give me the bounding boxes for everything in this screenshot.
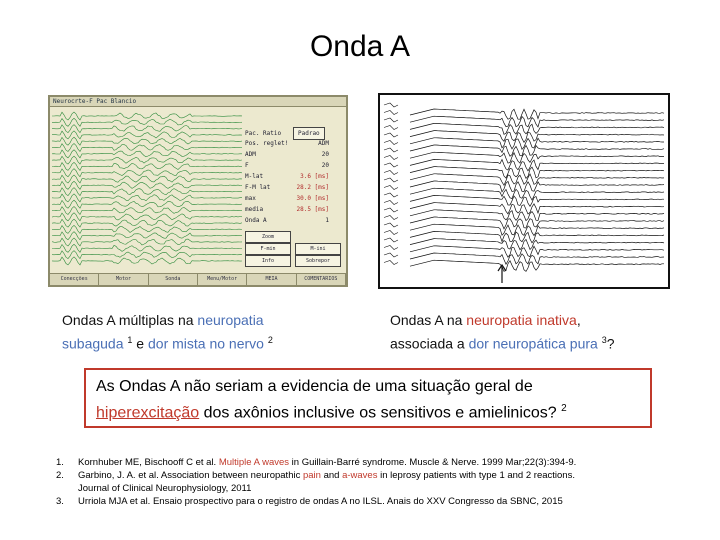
- param-row: F 20: [245, 162, 329, 169]
- toolbar-item[interactable]: Menu/Motor: [198, 274, 247, 285]
- reference-item: 3. Urriola MJA et al. Ensaio prospectivo para o registro de ondas A no ILSL. Anais do XXV Congresso da SBNC, 2015: [56, 496, 563, 507]
- trace-line: [410, 116, 664, 127]
- param-row: Pos. reglet! ADM: [245, 140, 329, 147]
- trace-line: [410, 210, 664, 221]
- marker-stroke: [384, 231, 398, 235]
- marker-stroke: [384, 253, 398, 257]
- marker-stroke: [384, 223, 398, 227]
- zoom-button[interactable]: Zoom: [245, 231, 291, 243]
- right-caption: Ondas A na neuropatia inativa, associada a dor neuropática pura $^3$?: [390, 312, 615, 352]
- param-row: Pac. Ratio Padrao: [245, 127, 345, 138]
- trace-line: [410, 145, 664, 156]
- marker-stroke: [384, 238, 398, 242]
- trace-line: [410, 109, 664, 119]
- reference-item: 1. Kornhuber ME, Bischooff C et al. Multiple A waves in Guillain-Barré syndrome. Muscle & Nerve. 1999 Mar;22(3):394-9.: [56, 457, 577, 468]
- trace-line: [410, 239, 664, 250]
- overlay-button[interactable]: Sobrepor: [295, 255, 341, 267]
- references-list: [56, 456, 676, 508]
- trace-line: [410, 181, 664, 192]
- ratio-select[interactable]: Padrao: [293, 127, 325, 140]
- marker-stroke: [384, 163, 398, 167]
- param-row: Onda A 1: [245, 217, 329, 224]
- question-text: As Ondas A não seriam a evidencia de uma situação geral de hiperexcitação dos axônios inclusive os sensitivos e amielinicos? $^2$: [96, 378, 567, 422]
- arrow-icon: [498, 265, 506, 283]
- marker-stroke: [384, 126, 398, 130]
- device-titlebar: Neurocrte-F Pac Blancio: [50, 97, 346, 107]
- f-min-button[interactable]: F-min: [245, 243, 291, 255]
- keyword-neuropathy: neuropatia: [197, 312, 264, 328]
- marker-stroke: [384, 186, 398, 190]
- trace-line: [410, 253, 664, 264]
- trace-line: [410, 260, 664, 271]
- marker-stroke: [384, 133, 398, 137]
- marker-stroke: [384, 141, 398, 145]
- trace-line: [410, 217, 664, 229]
- trace-line: [410, 195, 664, 206]
- param-row: media 28.5 [ms]: [245, 206, 329, 213]
- marker-stroke: [384, 103, 398, 107]
- info-button[interactable]: Info: [245, 255, 291, 267]
- parameters-panel: [245, 127, 345, 267]
- marker-stroke: [384, 178, 398, 182]
- keyword-inactive-neuropathy: neuropatia inativa: [466, 312, 577, 328]
- param-row: F-M lat 28.2 [ms]: [245, 184, 329, 191]
- reference-item: 2. Garbino, J. A. et al. Association between neuropathic pain and a-waves in leprosy patients with type 1 and 2 reactions.: [56, 470, 575, 481]
- marker-stroke: [384, 118, 398, 122]
- m-ini-button[interactable]: M-ini: [295, 243, 341, 255]
- device-toolbar: [50, 273, 346, 285]
- keyword-hyperexcitation: hiperexcitação: [96, 404, 200, 422]
- toolbar-item[interactable]: Conecções: [50, 274, 99, 285]
- toolbar-item[interactable]: Motor: [99, 274, 148, 285]
- f-wave-traces-figure-right: [378, 93, 670, 289]
- marker-stroke: [384, 156, 398, 160]
- trace-line: [410, 246, 664, 257]
- trace-line: [410, 138, 664, 150]
- trace-line: [410, 231, 664, 242]
- param-row: M-lat 3.6 [ms]: [245, 173, 329, 180]
- marker-stroke: [384, 201, 398, 205]
- toolbar-item[interactable]: MEIA: [247, 274, 296, 285]
- left-caption: Ondas A múltiplas na neuropatia subaguda $^1$ e dor mista no nervo $^2$: [62, 312, 273, 352]
- trace-line: [410, 152, 664, 163]
- emg-device-screenshot: [48, 95, 348, 287]
- trace-line: [410, 159, 664, 171]
- toolbar-item[interactable]: Sonda: [149, 274, 198, 285]
- param-row: max 30.0 [ms]: [245, 195, 329, 202]
- f-wave-traces-right: [380, 95, 668, 287]
- marker-stroke: [384, 111, 398, 115]
- f-wave-traces-left: [52, 108, 242, 273]
- param-row: ADM 20: [245, 151, 329, 158]
- reference-continuation: Journal of Clinical Neurophysiology, 2011: [78, 483, 252, 494]
- marker-stroke: [384, 193, 398, 197]
- marker-stroke: [384, 208, 398, 212]
- trace-line: [410, 203, 664, 214]
- marker-stroke: [384, 261, 398, 265]
- marker-stroke: [384, 216, 398, 220]
- marker-stroke: [384, 246, 398, 250]
- trace-line: [52, 112, 242, 120]
- toolbar-item[interactable]: COMENTARIOS: [297, 274, 346, 285]
- marker-stroke: [384, 148, 398, 152]
- marker-stroke: [384, 171, 398, 175]
- slide-title: Onda A: [309, 30, 411, 63]
